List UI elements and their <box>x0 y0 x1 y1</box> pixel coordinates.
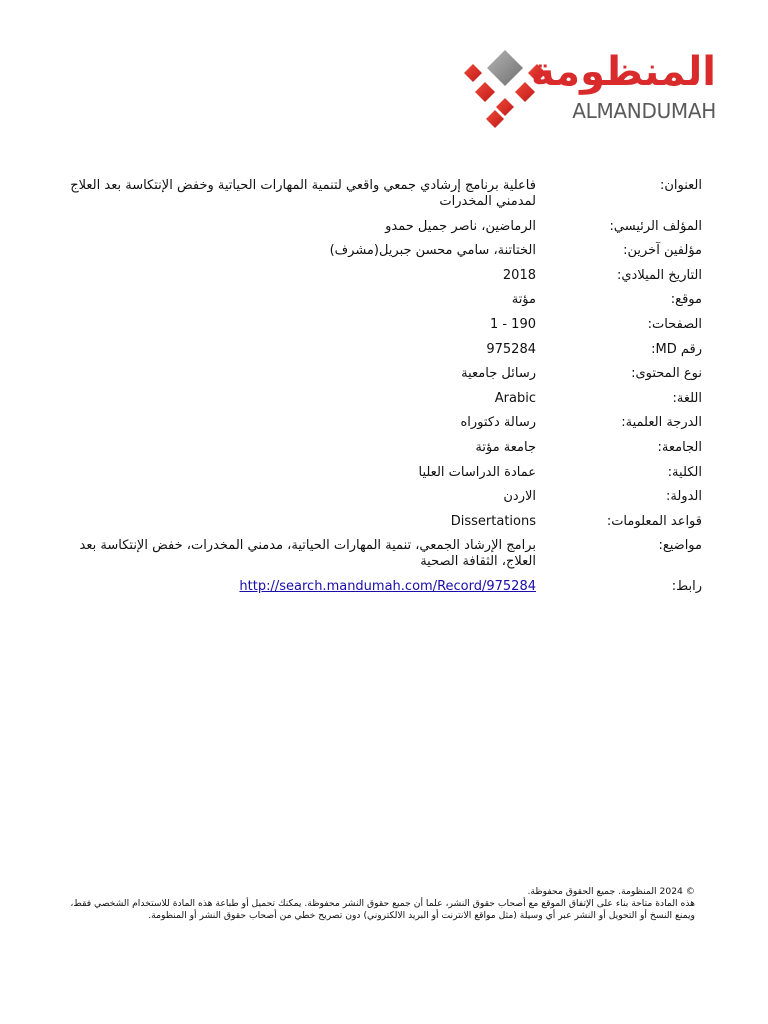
record-link[interactable]: http://search.mandumah.com/Record/975284 <box>239 578 536 594</box>
row-language <box>60 391 702 407</box>
label-link: رابط: <box>671 578 702 594</box>
value-databases: Dissertations <box>450 513 536 529</box>
copyright-footer <box>54 886 695 922</box>
copyright-notice: هذه المادة متاحة بناء على الإتفاق الموقع مع أصحاب حقوق النشر، علما أن جميع حقوق النشر محفوظة. يمكنك تحميل أو طباعة هذه المادة للاستخدام الشخصي فقط، ويمنع النسخ أو التحويل أو النشر عبر أي وسيلة (مثل مواقع الانترنت أو البريد الالكتروني) دون تصريح خطي من أصحاب حقوق النشر أو المنظومة. <box>70 898 695 921</box>
label-subjects: مواضيع: <box>658 538 702 554</box>
label-main-author: المؤلف الرئيسي: <box>609 218 702 234</box>
label-content-type: نوع المحتوى: <box>631 366 702 382</box>
row-date <box>60 268 702 284</box>
label-degree: الدرجة العلمية: <box>621 415 702 431</box>
label-date: التاريخ الميلادي: <box>617 267 702 283</box>
row-title <box>60 178 702 210</box>
label-pages: الصفحات: <box>647 316 702 332</box>
row-databases <box>60 514 702 530</box>
value-degree: رسالة دكتوراه <box>460 415 536 431</box>
label-university: الجامعة: <box>657 439 702 455</box>
record-metadata <box>60 178 702 604</box>
copyright-line: © 2024 المنظومة. جميع الحقوق محفوظة. <box>527 886 695 897</box>
value-md-number: 975284 <box>486 341 536 357</box>
row-university <box>60 440 702 456</box>
row-other-authors <box>60 243 702 259</box>
row-md-number <box>60 342 702 358</box>
row-link <box>60 579 702 595</box>
row-main-author <box>60 219 702 235</box>
almandumah-logo <box>455 46 720 132</box>
logo-english-text: ALMANDUMAH <box>572 99 716 123</box>
row-pages <box>60 317 702 333</box>
value-date: 2018 <box>502 267 536 283</box>
label-databases: قواعد المعلومات: <box>606 513 702 529</box>
value-location: مؤتة <box>511 292 536 308</box>
label-faculty: الكلية: <box>667 464 702 480</box>
label-location: موقع: <box>670 292 702 308</box>
label-country: الدولة: <box>666 489 702 505</box>
value-faculty: عمادة الدراسات العليا <box>418 464 536 480</box>
value-main-author: الرماضين، ناصر جميل حمدو <box>385 218 536 234</box>
row-degree <box>60 415 702 431</box>
value-title: فاعلية برنامج إرشادي جمعي واقعي لتنمية المهارات الحياتية وخفض الإنتكاسة بعد العلاج لمدمني المخدرات <box>70 178 536 209</box>
value-language: Arabic <box>494 390 536 406</box>
value-content-type: رسائل جامعية <box>461 366 536 382</box>
value-other-authors: الختاتنة، سامي محسن جبريل(مشرف) <box>329 243 536 259</box>
label-language: اللغة: <box>672 390 702 406</box>
label-title: العنوان: <box>659 178 702 193</box>
value-university: جامعة مؤتة <box>475 439 536 455</box>
value-pages: 1 - 190 <box>489 316 536 332</box>
logo-arabic-text: المنظومة <box>531 49 716 95</box>
row-location <box>60 292 702 308</box>
row-faculty <box>60 465 702 481</box>
value-subjects: برامج الإرشاد الجمعي، تنمية المهارات الحياتية، مدمني المخدرات، خفض الإنتكاسة بعد العلاج، الثقافة الصحية <box>79 538 536 570</box>
label-md-number: رقم MD: <box>651 341 702 357</box>
row-subjects <box>60 538 702 570</box>
row-content-type <box>60 366 702 382</box>
value-country: الاردن <box>503 489 536 505</box>
row-country <box>60 489 702 505</box>
label-other-authors: مؤلفين آخرين: <box>623 243 702 259</box>
